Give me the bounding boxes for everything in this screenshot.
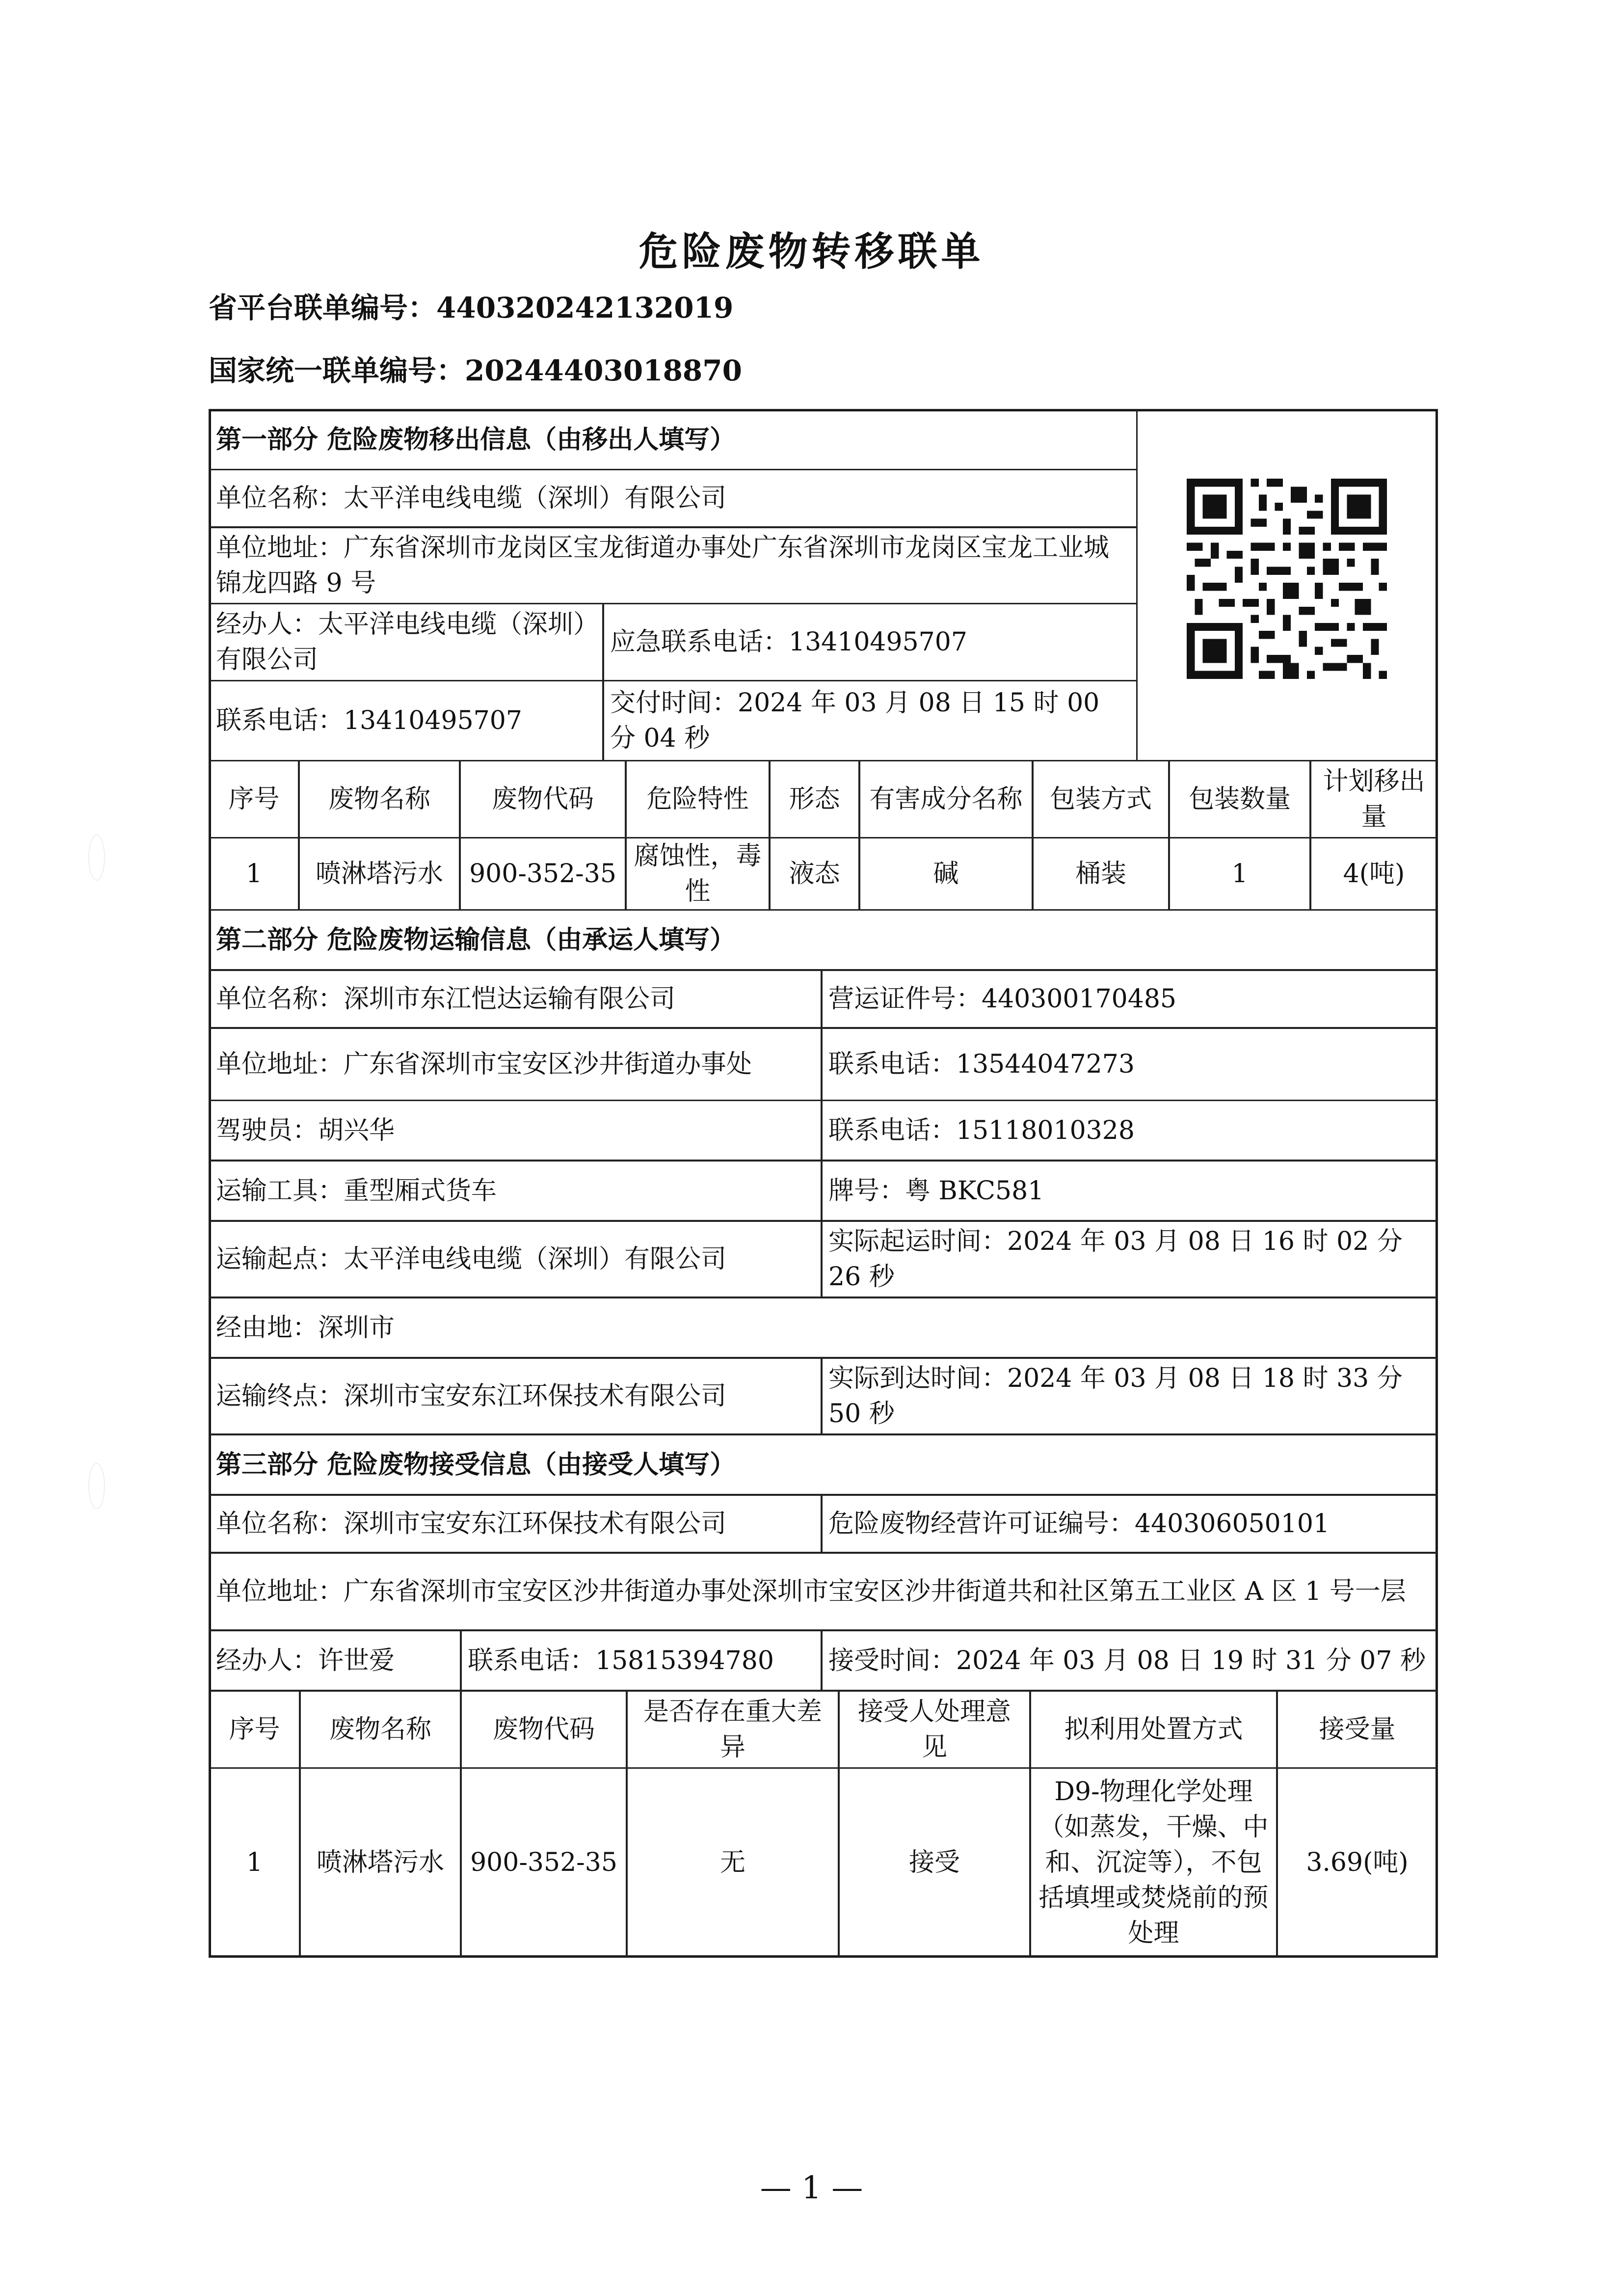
national-form-number: 国家统一联单编号：20244403018870 xyxy=(209,354,742,387)
part2-unit-name: 单位名称：深圳市东江恺达运输有限公司 xyxy=(209,970,822,1028)
part2-heading: 第二部分 危险废物运输信息（由承运人填写） xyxy=(209,909,1438,971)
part1-handler: 经办人：太平洋电线电缆（深圳）有限公司 xyxy=(209,603,604,681)
p3-td-waste-code: 900-352-35 xyxy=(460,1767,627,1958)
p3-th-seq: 序号 xyxy=(209,1690,300,1769)
page-title: 危险废物转移联单 xyxy=(639,228,984,274)
p3-td-seq: 1 xyxy=(209,1767,300,1958)
part2-license-no: 营运证件号：440300170485 xyxy=(821,970,1438,1028)
p3-td-disposal-method: D9-物理化学处理（如蒸发，干燥、中和、沉淀等），不包括填埋或焚烧前的预处理 xyxy=(1030,1767,1277,1958)
p1-th-waste-name: 废物名称 xyxy=(298,760,460,838)
p3-td-received-qty: 3.69(吨) xyxy=(1277,1767,1438,1958)
part3-permit-no: 危险废物经营许可证编号：440306050101 xyxy=(821,1494,1438,1553)
p3-td-waste-name: 喷淋塔污水 xyxy=(299,1767,461,1958)
part1-unit-address: 单位地址：广东省深圳市龙岗区宝龙街道办事处广东省深圳市龙岗区宝龙工业城锦龙四路 9 号 xyxy=(209,527,1138,604)
page-number: — 1 — xyxy=(760,2170,863,2206)
p1-td-hazard: 腐蚀性，毒性 xyxy=(625,837,770,911)
p1-th-pack-qty: 包装数量 xyxy=(1169,760,1311,838)
part3-handler: 经办人：许世爱 xyxy=(209,1630,461,1691)
provincial-form-number: 省平台联单编号：440320242132019 xyxy=(209,291,734,324)
part3-contact-phone: 联系电话：15815394780 xyxy=(460,1630,822,1691)
part1-emergency-phone: 应急联系电话：13410495707 xyxy=(603,603,1138,681)
part3-unit-address: 单位地址：广东省深圳市宝安区沙井街道办事处深圳市宝安区沙井街道共和社区第五工业区 A 区 1 号一层 xyxy=(209,1552,1438,1631)
p3-th-received-qty: 接受量 xyxy=(1277,1690,1438,1769)
p1-th-seq: 序号 xyxy=(209,760,299,838)
p1-td-waste-code: 900-352-35 xyxy=(459,837,626,911)
p1-td-ingredient: 碱 xyxy=(859,837,1033,911)
part1-heading: 第一部分 危险废物移出信息（由移出人填写） xyxy=(209,409,1138,470)
part3-heading: 第三部分 危险废物接受信息（由接受人填写） xyxy=(209,1434,1438,1495)
p1-th-form: 形态 xyxy=(769,760,860,838)
part1-contact-phone: 联系电话：13410495707 xyxy=(209,680,604,761)
part2-driver: 驾驶员：胡兴华 xyxy=(209,1100,822,1161)
p1-td-seq: 1 xyxy=(209,837,299,911)
p1-td-packing: 桶装 xyxy=(1032,837,1170,911)
p3-td-receiver-opinion: 接受 xyxy=(838,1767,1031,1958)
p1-td-form: 液态 xyxy=(769,837,860,911)
part3-unit-name: 单位名称：深圳市宝安东江环保技术有限公司 xyxy=(209,1494,822,1553)
p1-th-planned-qty: 计划移出量 xyxy=(1310,760,1438,838)
p1-th-hazard: 危险特性 xyxy=(625,760,770,838)
part2-unit-address: 单位地址：广东省深圳市宝安区沙井街道办事处 xyxy=(209,1027,822,1101)
p1-td-waste-name: 喷淋塔污水 xyxy=(298,837,460,911)
p3-th-disposal-method: 拟利用处置方式 xyxy=(1030,1690,1277,1769)
qr-code xyxy=(1187,479,1387,679)
p3-th-waste-code: 废物代码 xyxy=(460,1690,627,1769)
binding-hole-mark xyxy=(88,1463,105,1509)
p3-th-waste-name: 废物名称 xyxy=(299,1690,461,1769)
part2-via: 经由地：深圳市 xyxy=(209,1297,1438,1358)
p3-th-major-diff: 是否存在重大差异 xyxy=(626,1690,839,1769)
part2-arrive-time: 实际到达时间：2024 年 03 月 08 日 18 时 33 分 50 秒 xyxy=(821,1357,1438,1435)
part1-unit-name: 单位名称：太平洋电线电缆（深圳）有限公司 xyxy=(209,469,1138,528)
part2-origin: 运输起点：太平洋电线电缆（深圳）有限公司 xyxy=(209,1220,822,1298)
p3-th-receiver-opinion: 接受人处理意见 xyxy=(838,1690,1031,1769)
part2-plate: 牌号：粤 BKC581 xyxy=(821,1160,1438,1221)
part1-handover-time: 交付时间：2024 年 03 月 08 日 15 时 00 分 04 秒 xyxy=(603,680,1138,761)
part2-vehicle: 运输工具：重型厢式货车 xyxy=(209,1160,822,1221)
part2-contact-phone: 联系电话：13544047273 xyxy=(821,1027,1438,1101)
p1-td-pack-qty: 1 xyxy=(1169,837,1311,911)
binding-hole-mark xyxy=(88,835,105,881)
part2-destination: 运输终点：深圳市宝安东江环保技术有限公司 xyxy=(209,1357,822,1435)
p1-td-planned-qty: 4(吨) xyxy=(1310,837,1438,911)
part3-receive-time: 接受时间：2024 年 03 月 08 日 19 时 31 分 07 秒 xyxy=(821,1630,1438,1691)
part2-driver-phone: 联系电话：15118010328 xyxy=(821,1100,1438,1161)
p1-th-ingredient: 有害成分名称 xyxy=(859,760,1033,838)
part2-depart-time: 实际起运时间：2024 年 03 月 08 日 16 时 02 分 26 秒 xyxy=(821,1220,1438,1298)
p1-th-packing: 包装方式 xyxy=(1032,760,1170,838)
p1-th-waste-code: 废物代码 xyxy=(459,760,626,838)
p3-td-major-diff: 无 xyxy=(626,1767,839,1958)
